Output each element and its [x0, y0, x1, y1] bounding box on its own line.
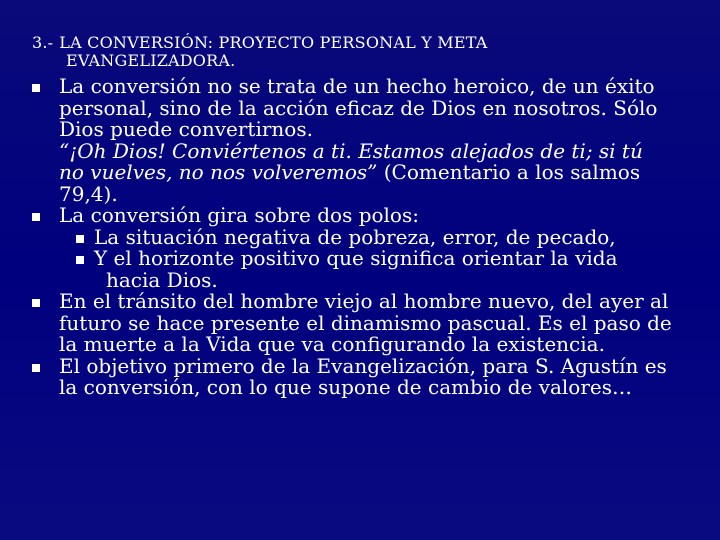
sub-bullet-text: La situación negativa de pobreza, error, de pecado,: [94, 224, 616, 249]
title-line-2: EVANGELIZADORA.: [66, 51, 236, 70]
square-bullet-icon: [32, 364, 40, 372]
square-bullet-icon: [76, 256, 84, 264]
bullet-line: La conversión no se trata de un hecho heroico, de un éxito: [59, 74, 655, 98]
bullet-line: la muerte a la Vida que va configurando la existencia.: [59, 332, 605, 356]
quote-line: [59, 138, 700, 163]
quote-citation-end: 79,4).: [59, 181, 118, 206]
bullet-line: La conversión gira sobre dos polos:: [59, 203, 419, 227]
sub-bullet-text: Y el horizonte positivo que significa orientar la vida: [94, 246, 618, 270]
bullet-line: personal, sino de la acción eficaz de Dios en nosotros. Sólo: [59, 95, 658, 120]
sub-bullet-continuation: hacia Dios.: [106, 267, 218, 292]
quote-citation: (Comentario a los salmos: [377, 160, 641, 184]
title-number: 3.-: [32, 33, 54, 52]
slide-body: [32, 76, 700, 399]
title-line-1: LA CONVERSIÓN: PROYECTO PERSONAL Y META: [59, 33, 488, 52]
quote-text: “¡Oh Dios! Conviértenos a ti. Estamos alejados de ti; si tú: [59, 138, 643, 163]
bullet-item: [32, 76, 700, 205]
quote-line: [59, 162, 700, 184]
slide-title: [32, 34, 672, 70]
square-bullet-icon: [32, 299, 40, 307]
bullet-item: [32, 291, 700, 356]
bullet-line: El objetivo primero de la Evangelización, para S. Agustín es: [59, 353, 667, 378]
bullet-item: [32, 205, 700, 227]
bullet-item: [32, 353, 700, 399]
bullet-line: la conversión, con lo que supone de cambio de valores…: [59, 375, 633, 399]
quote-text: no vuelves, no nos volveremos”: [59, 160, 378, 184]
square-bullet-icon: [32, 213, 40, 221]
square-bullet-icon: [76, 235, 84, 243]
bullet-line: En el tránsito del hombre viejo al hombre nuevo, del ayer al: [59, 289, 669, 313]
bullet-line: futuro se hace presente el dinamismo pascual. Es el paso de: [59, 310, 672, 335]
bullet-line: Dios puede convertirnos.: [59, 117, 313, 141]
sub-bullet-item: [32, 224, 700, 249]
sub-bullet-item: [32, 248, 700, 291]
square-bullet-icon: [32, 84, 40, 92]
